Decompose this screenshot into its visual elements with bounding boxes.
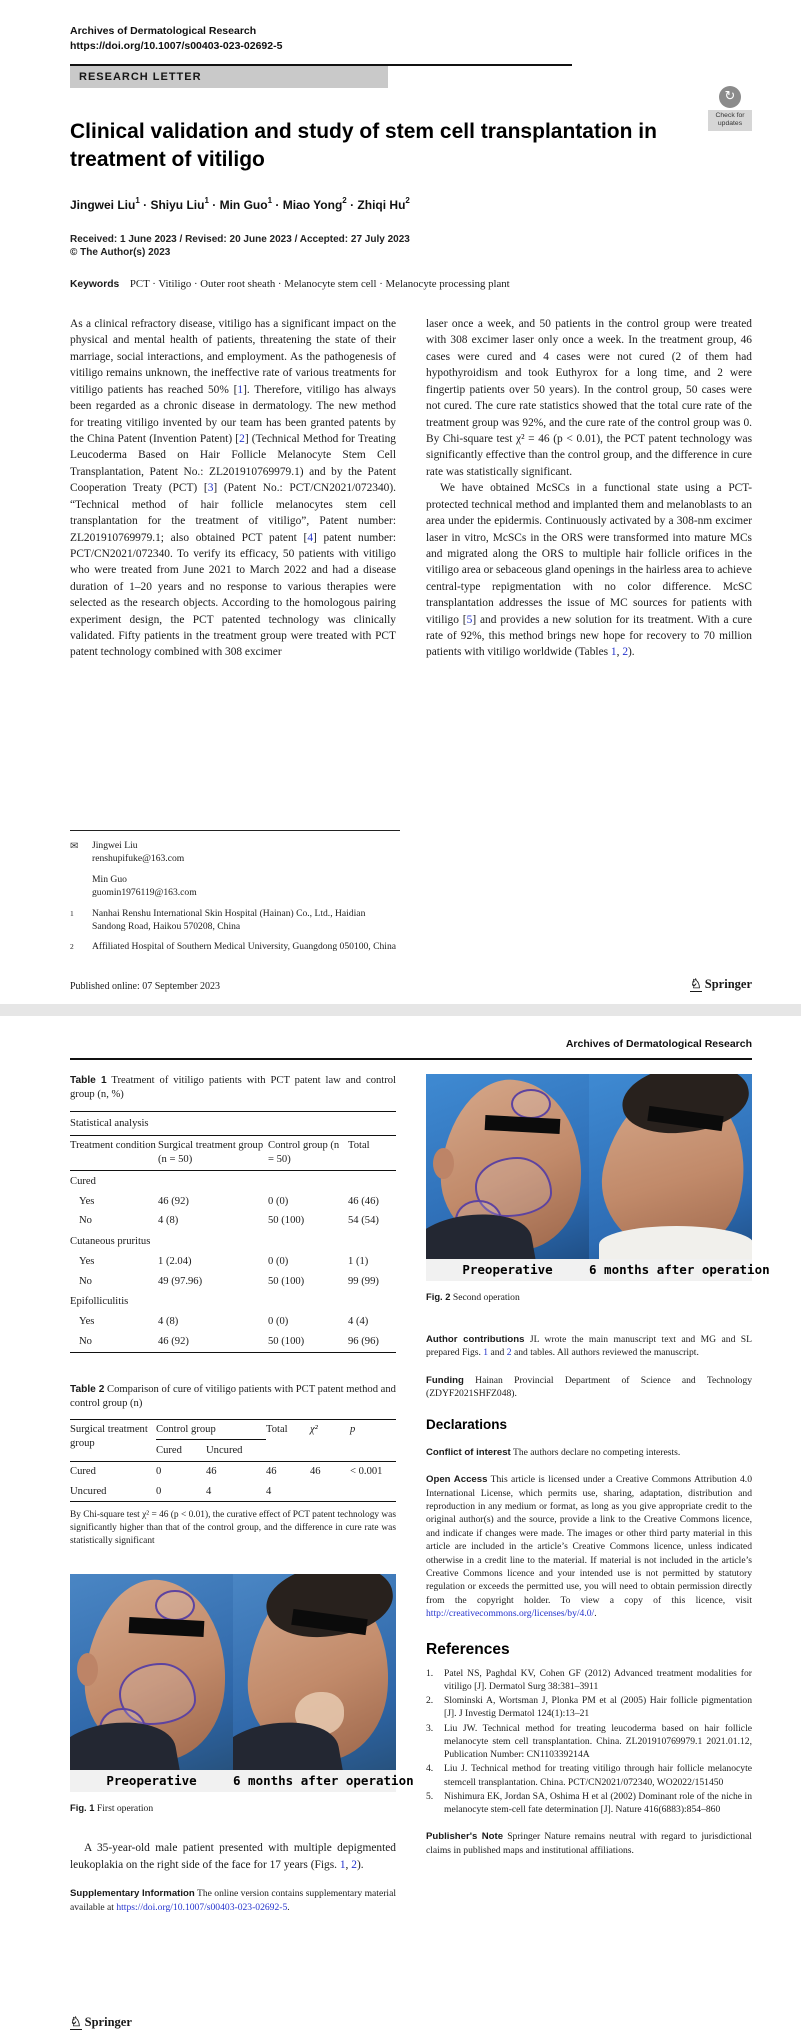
springer-knight-icon: ♘ [690,976,702,991]
body-paragraph [426,480,752,661]
affiliation-text: Affiliated Hospital of Southern Medical University, Guangdong 050100, China [92,941,397,953]
text-segment: , [616,646,623,659]
reference-item: 4. Liu J. Technical method for treating vitiligo through hair follicle melanocyte stemcell transplantation. China. PCT/CN2021/072340, WO2022/151450 [426,1763,752,1788]
inline-ref-link[interactable]: 3 [207,482,214,495]
text-segment: The online version contains supplementary material available at [70,1888,397,1913]
running-head: Archives of Dermatological Research [565,1038,752,1050]
table-row: Cured 0 46 46 46 < 0.001 [70,1465,383,1477]
table-row: No 46 (92) 50 (100) 96 (96) [79,1336,379,1348]
table2-header: χ² [310,1420,350,1462]
corresponding-author-name: Jingwei Liu [92,840,138,852]
affiliation-number: 1 [70,909,74,919]
corresponding-author-email[interactable]: renshupifuke@163.com [92,853,185,865]
inline-ref-link[interactable]: http://creativecommons.org/licenses/by/4.0/ [426,1608,595,1620]
table2-footnote: By Chi-square test χ² = 46 (p < 0.01), the curative effect of PCT patent technology was significantly higher than that of the control group, and the difference in cure rate was statistically significant [70,1510,396,1547]
table1-subhead: Statistical analysis [70,1111,396,1136]
table1-label: Table 1 [70,1075,107,1086]
figure2-photo-labels [426,1259,770,1281]
reference-item: 1. Patel NS, Paghdal KV, Cohen GF (2012) Advanced treatment modalities for vitiligo [J]. Dermatol Surg 38:381–3911 [426,1667,752,1692]
corresponding-author-email[interactable]: guomin1976119@163.com [92,887,197,899]
article-page-2 [0,1016,801,2042]
funding-statement: Funding Hainan Provincial Department of Science and Technology (ZDYF2021SHFZ048). [426,1374,753,1400]
inline-ref-link[interactable]: 2 [351,1858,357,1871]
text-segment: ]. Therefore, vitiligo has always been regarded as a chronic disease in dermatology. The new method for treating vitiligo invented by our team has been granted patents by the China Patent (Invention Patent) [ [70,383,396,445]
text-segment: JL wrote the main manuscript text and MG and SL prepared Figs. [426,1334,752,1359]
text-segment: ] and provides a new solution for its treatment. With a cure rate of 92%, this method brings new hope for recovery to 70 million patients with vitiligo worldwide (Tables [426,613,753,659]
body-column-right [426,316,752,661]
inline-ref-link[interactable]: 4 [307,531,314,544]
springer-knight-icon: ♘ [70,2014,82,2029]
check-updates-label: Check for updates [708,110,752,131]
declarations-heading: Declarations [426,1416,508,1432]
text-segment: , [345,1858,352,1871]
references-heading: References [426,1640,510,1658]
text-segment: Zhiqi Hu [357,198,406,213]
published-online: Published online: 07 September 2023 [70,981,220,992]
springer-logo [690,977,752,992]
text-segment: and tables. All authors reviewed the manuscript. [511,1347,699,1359]
text-segment: . [594,1608,597,1620]
corresponding-author [70,840,400,866]
case-paragraph [70,1840,396,1873]
text-segment: ). [356,1858,364,1871]
table1-caption: Table 1 Treatment of vitiligo patients with PCT patent law and control group (n, %) [70,1075,396,1101]
keywords-line [70,278,752,290]
table1-header: Treatment condition [70,1136,158,1171]
figure1-photos [70,1574,396,1770]
table-row: Yes 1 (2.04) 0 (0) 1 (1) [79,1255,369,1267]
reference-item: 5. Nishimura EK, Jordan SA, Oshima H et al (2002) Dominant role of the niche in melanocyte stem-cell fate determination [J]. Nature 416(6883):854–860 [426,1790,752,1816]
author-affiliation-number: 1 [267,196,273,206]
text-segment: · [208,198,220,213]
table2-header: p [350,1420,396,1462]
article-title: Clinical validation and study of stem cell transplantation in treatment of vitiligo [70,120,657,171]
reference-list [426,1667,752,1817]
article-page-1 [0,0,801,1004]
text-segment: laser once a week, and 50 patients in the control group were treated with 308 excimer laser only once a week. In the treatment group, 46 cases were cured and 4 cases were not cured (2 of them had hypothyroidism and took Euthyrox for a long time, and 2 were fingertip patients over 50 years). In the control group, 50 cases were not cured. The cure rate statistics showed that the total cure rate of the treatment group was 92%, and the cure rate of the control group was 0. By Chi-square test χ² = 46 (p < 0.01), the PCT patent technology was significantly effective than the control group, and the difference in cure rate was statistically significant. [426,318,752,478]
inline-ref-link[interactable]: https://doi.org/10.1007/s00403-023-02692-5 [116,1901,288,1913]
photo-label: Preoperative [106,1773,197,1789]
text-segment: ] (Patent No.: PCT/CN2021/072340). “Technical method of hair follicle melanocytes stem cell transplantation for the treatment of vitiligo”, Patent number: ZL201910769979.1; also obtained PCT patent [ [70,482,396,544]
table2-caption: Table 2 Comparison of cure of vitiligo patients with PCT patent method and control group (n) [70,1383,396,1410]
table1-header: Surgical treatment group (n = 50) [158,1136,268,1171]
author-contributions: Author contributions JL wrote the main manuscript text and MG and SL prepared Figs. 1 and 2 and tables. All authors reviewed the manuscript. [426,1334,752,1359]
figure2-caption: Fig. 2 Second operation [426,1291,520,1303]
text-segment: Jingwei Liu [70,198,136,213]
table2-group-header: Control group [156,1420,266,1440]
patient-shirt [599,1226,752,1259]
inline-ref-link[interactable]: 2 [239,432,245,445]
author-affiliation-number: 2 [342,196,347,206]
table2-header: Total [266,1420,310,1462]
patient-ear [433,1148,454,1179]
table-2 [70,1419,396,1502]
table-row: Epifolliculitis [70,1296,129,1308]
figure-1 [70,1574,414,1792]
author-list [70,197,752,212]
table2-label: Table 2 [70,1383,105,1395]
text-segment: As a clinical refractory disease, vitiligo has a significant impact on the physical and mental health of patients, threatening the state of their marriage, social interactions, and employment. As the pathogenesis of vitiligo remains unknown, the ineffective rate of various treatments for vitiligo patients has reached 50% [ [70,318,396,396]
figure1-photo-labels [70,1770,414,1792]
springer-wordmark: Springer [704,977,752,991]
text-segment: . [287,1901,290,1913]
text-segment: Min Guo [219,198,268,213]
text-segment: · [346,198,358,213]
body-columns [70,316,752,661]
affiliation-text: Nanhai Renshu International Skin Hospital (Hainan) Co., Ltd., Haidian Sandong Road, Haikou 570208, China [92,908,366,933]
table-row: Uncured 0 4 4 [70,1485,272,1497]
page-footer [70,977,752,992]
keywords-text: PCT · Vitiligo · Outer root sheath · Melanocyte stem cell · Melanocyte processing plant [129,278,510,291]
publishers-note: Publisher's Note Springer Nature remains neutral with regard to jurisdictional claims in published maps and institutional affiliations. [426,1831,752,1856]
inline-ref-link[interactable]: 1 [339,1858,346,1871]
table2-subheader: Uncured [206,1440,266,1462]
inline-ref-link[interactable]: 1 [610,646,617,659]
patient-ear [77,1653,98,1686]
photo-label: 6 months after operation [589,1262,770,1277]
inline-ref-link[interactable]: 1 [483,1347,489,1359]
footnote-rule [70,830,400,831]
table1-header: Total [348,1136,396,1171]
body-paragraph [426,316,752,480]
text-segment: Miao Yong [282,198,343,213]
page2-column-left [70,1074,414,1914]
figure1-preoperative-photo [70,1574,233,1770]
photo-label: Preoperative [462,1262,553,1277]
copyright-line: © The Author(s) 2023 [70,247,171,259]
author-affiliation-number: 1 [204,196,209,206]
body-column-left [70,316,396,661]
corresponding-author [70,874,400,900]
author-affiliation-number: 2 [405,196,410,206]
springer-wordmark: Springer [84,2015,132,2029]
corresponding-author-name: Min Guo [92,874,127,886]
figure2-preoperative-photo [426,1074,589,1259]
check-for-updates-badge[interactable] [708,86,752,131]
text-segment: A 35-year-old male patient presented with multiple depigmented leukoplakia on the right side of the face for 17 years (Figs. [70,1842,396,1871]
conflict-of-interest: Conflict of interest The authors declare no competing interests. [426,1446,681,1458]
text-segment: This article is licensed under a Creative Commons Attribution 4.0 International License, which permits use, sharing, adaptation, distribution and reproduction in any medium or format, as long as you give appropriate credit to the original author(s) and the source, provide a link to the Creative Commons licence, and indicate if changes were made. The images or other third party material in this article are included in the article’s Creative Commons licence, unless indicated otherwise in a credit line to the material. If material is not included in the article’s Creative Commons licence and your intended use is not permitted by statutory regulation or exceeds the permitted use, you will need to obtain permission directly from the copyright holder. To view a copy of this licence, visit [426,1474,752,1606]
supplementary-information: Supplementary Information The online version contains supplementary material available at https://doi.org/10.1007/s00403-023-02692-5. [70,1888,397,1913]
article-type-banner: RESEARCH LETTER [70,66,388,88]
inline-ref-link[interactable]: 5 [466,613,473,626]
reference-item: 3. Liu JW. Technical method for treating leucoderma based on hair follicle melanocyte stem cell transplantation. China. ZL201910769979.1 2021.01.12, Publication Number: CN110339214A [426,1722,752,1761]
table2-header: Surgical treatment group [70,1420,156,1462]
text-segment: ] (Technical Method for Treating Leucoderma Based on Hair Follicle Melanocyte Stem Cell Transplantation, Patent No.: ZL201910769979.1) and by the Patent Cooperation Treaty (PCT) [ [70,432,396,495]
inline-ref-link[interactable]: 1 [237,383,244,396]
figure2-photos [426,1074,752,1259]
table-row: No 49 (97.96) 50 (100) 99 (99) [79,1275,379,1287]
affiliation [70,941,400,954]
page2-column-right [426,1074,770,1914]
text-segment: ] patent number: PCT/CN2021/072340. To verify its efficacy, 50 patients with vitiligo who were treated from June 2021 to March 2022 and had a disease duration of 1–20 years and no response to various therapies were selected as the research objects. According to the homologous pairing experiment design, the PCT patented technology was clinically validated. Fifty patients in the treatment group were treated with PCT patent technology combined with 308 excimer [70,531,397,659]
table-row: Cured [70,1175,96,1187]
affiliation-number: 2 [70,942,74,952]
text-segment: ). [628,646,635,659]
text-segment: We have obtained McSCs in a functional state using a PCT-protected technical method and implanted them and melanoblasts to an area under the epidermis. Continuously activated by a 308-nm excimer laser in vitro, McSCs in the ORS were transformed into mature MCs and migrated along the ORS to multiple hair follicle orifices in the vitiligo area or sebaceous gland openings in the hairless area to achieve central-type repigmentation with no color difference. McSC transplantation addresses the issue of MC sources for patients with vitiligo [ [426,482,752,626]
figure-2 [426,1074,770,1281]
text-segment: and [488,1347,507,1359]
journal-name: Archives of Dermatological Research [70,25,257,37]
inline-ref-link[interactable]: 2 [506,1347,512,1359]
table2-subheader: Cured [156,1440,206,1462]
table-row: Yes 46 (92) 0 (0) 46 (46) [79,1195,379,1207]
keywords-label: Keywords [70,279,120,291]
text-segment: · [272,198,283,213]
article-history: Received: 1 June 2023 / Revised: 20 June 2023 / Accepted: 27 July 2023 [70,234,410,246]
surgical-marking [511,1089,551,1119]
text-segment: · [139,198,151,213]
reference-item: 2. Slominski A, Wortsman J, Plonka PM et al (2005) Hair follicle pigmentation [J]. J Investig Dermatol 124(1):13–21 [426,1695,752,1720]
correspondence-block [70,830,400,954]
table-row: Yes 4 (8) 0 (0) 4 (4) [79,1316,369,1328]
figure1-caption: Fig. 1 First operation [70,1802,154,1815]
photo-label: 6 months after operation [233,1773,414,1789]
journal-header [70,24,752,54]
affiliation [70,908,400,934]
table1-header: Control group (n = 50) [268,1136,348,1171]
author-affiliation-number: 1 [135,196,140,206]
email-icon: ✉ [70,841,79,853]
text-segment: Shiyu Liu [150,198,205,213]
table-row: Cutaneous pruritus [70,1236,151,1248]
table-1 [70,1111,396,1353]
table-row: No 4 (8) 50 (100) 54 (54) [79,1215,379,1227]
figure2-postoperative-photo [589,1074,752,1259]
running-head-rule [70,1058,752,1060]
open-access-statement: Open Access This article is licensed under a Creative Commons Attribution 4.0 International License, which permits use, sharing, adaptation, distribution and reproduction in any medium or format, as long as you give appropriate credit to the original author(s) and the source, provide a link to the Creative Commons licence, and indicate if changes were made. The images or other third party material in this article are included in the article’s Creative Commons licence, unless indicated otherwise in a credit line to the material. If material is not included in the article’s Creative Commons licence and your intended use is not permitted by statutory regulation or exceeds the permitted use, you will need to obtain permission directly from the copyright holder. To view a copy of this licence, visit http://creativecommons.org/licenses/by/4.0/. [426,1474,752,1620]
figure1-postoperative-photo [233,1574,396,1770]
surgical-marking [155,1590,195,1621]
inline-ref-link[interactable]: 2 [622,646,629,659]
update-arrow-icon: ↻ [719,86,741,108]
doi-link[interactable]: https://doi.org/10.1007/s00403-023-02692-5 [70,40,283,53]
springer-logo [70,2015,132,2030]
body-paragraph [70,316,396,661]
